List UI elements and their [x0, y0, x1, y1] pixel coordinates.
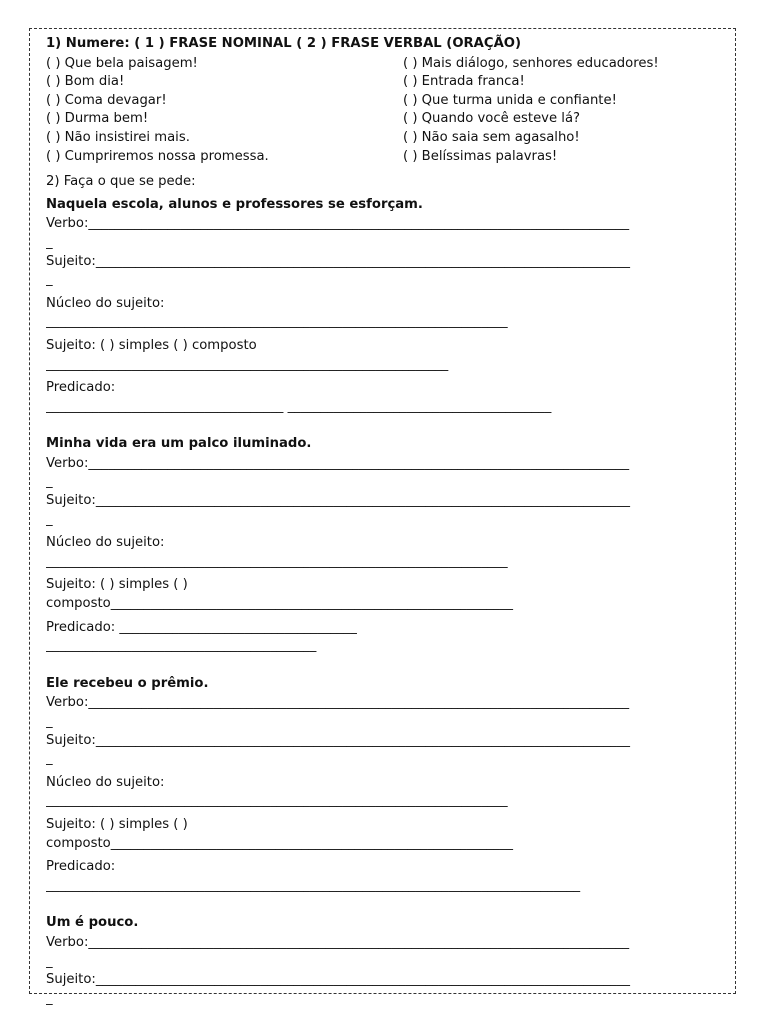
sentence-text: Minha vida era um palco iluminado.: [46, 436, 312, 452]
verbo-field[interactable]: Verbo:__________________________________________________________________________________: [46, 934, 630, 950]
sujeito-field[interactable]: Sujeito:_________________________________________________________________________________: [46, 972, 630, 988]
nucleo-answer-line[interactable]: ______________________________________________________________________: [46, 793, 508, 809]
predicado-answer-line[interactable]: ____________________________________ ________________________________________: [46, 398, 552, 414]
question-2-title: 2) Faça o que se pede:: [46, 174, 196, 190]
tipo-sujeito-line[interactable]: composto_____________________________________________________________: [46, 835, 513, 851]
question-1-title: 1) Numere: ( 1 ) FRASE NOMINAL ( 2 ) FRASE VERBAL (ORAÇÃO): [46, 36, 522, 51]
verbo-field-continuation: _: [46, 234, 53, 250]
worksheet-border: [29, 28, 736, 1006]
option-item[interactable]: ( ) Mais diálogo, senhores educadores!: [403, 55, 659, 71]
tipo-sujeito-line[interactable]: composto_____________________________________________________________: [46, 596, 513, 612]
nucleo-answer-line[interactable]: ______________________________________________________________________: [46, 553, 508, 569]
sujeito-field-continuation: _: [46, 751, 53, 767]
sentence-text: Naquela escola, alunos e professores se esforçam.: [46, 196, 423, 212]
option-item[interactable]: ( ) Coma devagar!: [46, 92, 167, 108]
sujeito-field-continuation: _: [46, 272, 53, 288]
verbo-field-continuation: _: [46, 953, 53, 969]
option-item[interactable]: ( ) Não saia sem agasalho!: [403, 129, 580, 145]
question-1-left-column: [46, 55, 403, 167]
verbo-field-continuation: _: [46, 474, 53, 490]
sujeito-field[interactable]: Sujeito:_________________________________________________________________________________: [46, 732, 630, 748]
question-1-options: [46, 55, 726, 167]
verbo-field[interactable]: Verbo:__________________________________________________________________________________: [46, 455, 630, 471]
option-item[interactable]: ( ) Durma bem!: [46, 111, 149, 127]
nucleo-label: Núcleo do sujeito:: [46, 535, 165, 551]
exercise-sentence-1: [46, 196, 726, 417]
nucleo-label: Núcleo do sujeito:: [46, 774, 165, 790]
option-item[interactable]: ( ) Bom dia!: [46, 74, 125, 90]
tipo-sujeito-label[interactable]: Sujeito: ( ) simples ( ): [46, 577, 188, 593]
verbo-field[interactable]: Verbo:__________________________________________________________________________________: [46, 695, 630, 711]
predicado-label: Predicado:: [46, 859, 116, 875]
predicado-label: Predicado:: [46, 380, 116, 396]
nucleo-label: Núcleo do sujeito:: [46, 295, 165, 311]
predicado-label[interactable]: Predicado: ____________________________________: [46, 619, 357, 635]
exercise-sentence-4: [46, 914, 726, 1008]
sujeito-field[interactable]: Sujeito:_________________________________________________________________________________: [46, 253, 630, 269]
worksheet-content: [46, 35, 726, 1008]
option-item[interactable]: ( ) Belíssimas palavras!: [403, 148, 558, 164]
option-item[interactable]: ( ) Que bela paisagem!: [46, 55, 198, 71]
exercise-sentence-3: [46, 675, 726, 896]
sentence-text: Ele recebeu o prêmio.: [46, 675, 209, 691]
tipo-sujeito-label[interactable]: Sujeito: ( ) simples ( ): [46, 816, 188, 832]
sujeito-field[interactable]: Sujeito:_________________________________________________________________________________: [46, 493, 630, 509]
option-item[interactable]: ( ) Quando você esteve lá?: [403, 111, 581, 127]
sujeito-field-continuation: _: [46, 511, 53, 527]
option-item[interactable]: ( ) Que turma unida e confiante!: [403, 92, 617, 108]
nucleo-answer-line[interactable]: ______________________________________________________________________: [46, 314, 508, 330]
option-item[interactable]: ( ) Cumpriremos nossa promessa.: [46, 148, 269, 164]
option-item[interactable]: ( ) Não insistirei mais.: [46, 129, 190, 145]
sentence-text: Um é pouco.: [46, 915, 139, 931]
predicado-answer-line[interactable]: _________________________________________: [46, 638, 317, 654]
verbo-field-continuation: _: [46, 714, 53, 729]
predicado-answer-line[interactable]: _________________________________________________________________________________: [46, 877, 581, 893]
tipo-sujeito-line[interactable]: _____________________________________________________________: [46, 356, 449, 372]
exercise-sentence-2: [46, 435, 726, 656]
option-item[interactable]: ( ) Entrada franca!: [403, 74, 525, 90]
verbo-field[interactable]: Verbo:__________________________________________________________________________________: [46, 216, 630, 232]
sujeito-field-continuation: _: [46, 990, 53, 1006]
question-1-right-column: [403, 55, 723, 167]
tipo-sujeito-label[interactable]: Sujeito: ( ) simples ( ) composto: [46, 337, 257, 353]
